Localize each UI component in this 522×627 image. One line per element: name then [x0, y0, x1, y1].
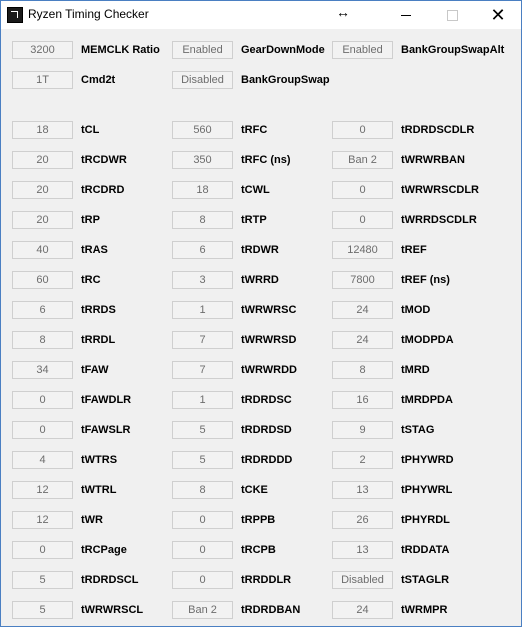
bankgroupswapalt-value-field[interactable]: Enabled — [332, 41, 393, 59]
twrwrscl-label: tWRWRSCL — [81, 604, 144, 616]
tfawslr-value-field[interactable]: 0 — [12, 421, 73, 439]
twrwrsd-value-field[interactable]: 7 — [172, 331, 233, 349]
tmod-value-field[interactable]: 24 — [332, 301, 393, 319]
trppb-value-field[interactable]: 0 — [172, 511, 233, 529]
twrmpr-label: tWRMPR — [401, 604, 448, 616]
maximize-button[interactable] — [429, 1, 475, 29]
trrds-label: tRRDS — [81, 304, 116, 316]
tfaw-value-field[interactable]: 34 — [12, 361, 73, 379]
trfc-label: tRFC — [241, 124, 268, 136]
trdrdscl-value-field[interactable]: 5 — [12, 571, 73, 589]
trcpage-label: tRCPage — [81, 544, 127, 556]
twtrs-value-field[interactable]: 4 — [12, 451, 73, 469]
tfaw-label: tFAW — [81, 364, 109, 376]
trdrdsc-value-field[interactable]: 1 — [172, 391, 233, 409]
tphyrdl-label: tPHYRDL — [401, 514, 450, 526]
tphywrl-value-field[interactable]: 13 — [332, 481, 393, 499]
trcdwr-label: tRCDWR — [81, 154, 127, 166]
twrwrscdlr-value-field[interactable]: 0 — [332, 181, 393, 199]
tcwl-label: tCWL — [241, 184, 270, 196]
trfc-value-field[interactable]: 560 — [172, 121, 233, 139]
trdwr-label: tRDWR — [241, 244, 279, 256]
trcdwr-value-field[interactable]: 20 — [12, 151, 73, 169]
memclk-ratio-label: MEMCLK Ratio — [81, 44, 160, 56]
trcpb-label: tRCPB — [241, 544, 276, 556]
tphywrd-value-field[interactable]: 2 — [332, 451, 393, 469]
trcpb-value-field[interactable]: 0 — [172, 541, 233, 559]
tcke-value-field[interactable]: 8 — [172, 481, 233, 499]
minimize-button[interactable] — [383, 1, 429, 29]
resize-cursor-icon: ↔ — [336, 4, 350, 20]
tphywrl-label: tPHYWRL — [401, 484, 453, 496]
app-icon — [7, 7, 23, 23]
trcpage-value-field[interactable]: 0 — [12, 541, 73, 559]
tmrdpda-value-field[interactable]: 16 — [332, 391, 393, 409]
twrwrsc-label: tWRWRSC — [241, 304, 297, 316]
tstag-label: tSTAG — [401, 424, 435, 436]
tfawdlr-label: tFAWDLR — [81, 394, 132, 406]
trdrdban-value-field[interactable]: Ban 2 — [172, 601, 233, 619]
trrdl-value-field[interactable]: 8 — [12, 331, 73, 349]
trc-label: tRC — [81, 274, 101, 286]
trp-value-field[interactable]: 20 — [12, 211, 73, 229]
tcwl-value-field[interactable]: 18 — [172, 181, 233, 199]
geardownmode-label: GearDownMode — [241, 44, 325, 56]
twr-label: tWR — [81, 514, 103, 526]
trrddlr-value-field[interactable]: 0 — [172, 571, 233, 589]
trdrddd-value-field[interactable]: 5 — [172, 451, 233, 469]
tcl-label: tCL — [81, 124, 100, 136]
twrwrban-label: tWRWRBAN — [401, 154, 465, 166]
tphywrd-label: tPHYWRD — [401, 454, 454, 466]
memclk-ratio-value-field[interactable]: 3200 — [12, 41, 73, 59]
tras-label: tRAS — [81, 244, 108, 256]
tstaglr-label: tSTAGLR — [401, 574, 450, 586]
tmrd-label: tMRD — [401, 364, 430, 376]
tmodpda-value-field[interactable]: 24 — [332, 331, 393, 349]
tras-value-field[interactable]: 40 — [12, 241, 73, 259]
tstag-value-field[interactable]: 9 — [332, 421, 393, 439]
twrwrscdlr-label: tWRWRSCDLR — [401, 184, 480, 196]
trddata-label: tRDDATA — [401, 544, 450, 556]
trddata-value-field[interactable]: 13 — [332, 541, 393, 559]
twrrdscdlr-label: tWRRDSCDLR — [401, 214, 477, 226]
tmrdpda-label: tMRDPDA — [401, 394, 453, 406]
trtp-value-field[interactable]: 8 — [172, 211, 233, 229]
twr-value-field[interactable]: 12 — [12, 511, 73, 529]
trcdrd-value-field[interactable]: 20 — [12, 181, 73, 199]
trdrdsd-value-field[interactable]: 5 — [172, 421, 233, 439]
tref-value-field[interactable]: 12480 — [332, 241, 393, 259]
trrdl-label: tRRDL — [81, 334, 116, 346]
tphyrdl-value-field[interactable]: 26 — [332, 511, 393, 529]
trdrddd-label: tRDRDDD — [241, 454, 293, 466]
trfc-ns-value-field[interactable]: 350 — [172, 151, 233, 169]
cmd2t-label: Cmd2t — [81, 74, 116, 86]
tmodpda-label: tMODPDA — [401, 334, 454, 346]
tref-label: tREF — [401, 244, 427, 256]
twrwrscl-value-field[interactable]: 5 — [12, 601, 73, 619]
maximize-icon — [447, 10, 458, 21]
tmod-label: tMOD — [401, 304, 431, 316]
tcl-value-field[interactable]: 18 — [12, 121, 73, 139]
twrwrdd-value-field[interactable]: 7 — [172, 361, 233, 379]
cmd2t-value-field[interactable]: 1T — [12, 71, 73, 89]
trdrdban-label: tRDRDBAN — [241, 604, 301, 616]
tstaglr-value-field[interactable]: Disabled — [332, 571, 393, 589]
trcdrd-label: tRCDRD — [81, 184, 125, 196]
trdwr-value-field[interactable]: 6 — [172, 241, 233, 259]
trdrdscdlr-value-field[interactable]: 0 — [332, 121, 393, 139]
trdrdscl-label: tRDRDSCL — [81, 574, 139, 586]
tcke-label: tCKE — [241, 484, 268, 496]
trrds-value-field[interactable]: 6 — [12, 301, 73, 319]
twrwrdd-label: tWRWRDD — [241, 364, 298, 376]
twtrl-value-field[interactable]: 12 — [12, 481, 73, 499]
tmrd-value-field[interactable]: 8 — [332, 361, 393, 379]
twrrdscdlr-value-field[interactable]: 0 — [332, 211, 393, 229]
trtp-label: tRTP — [241, 214, 267, 226]
trrddlr-label: tRRDDLR — [241, 574, 292, 586]
close-button[interactable] — [475, 1, 521, 29]
geardownmode-value-field[interactable]: Enabled — [172, 41, 233, 59]
trp-label: tRP — [81, 214, 100, 226]
twrmpr-value-field[interactable]: 24 — [332, 601, 393, 619]
tref-ns-label: tREF (ns) — [401, 274, 450, 286]
twrrd-value-field[interactable]: 3 — [172, 271, 233, 289]
trdrdscdlr-label: tRDRDSCDLR — [401, 124, 475, 136]
tfawslr-label: tFAWSLR — [81, 424, 131, 436]
twtrl-label: tWTRL — [81, 484, 117, 496]
twrwrsc-value-field[interactable]: 1 — [172, 301, 233, 319]
title-bar[interactable] — [1, 1, 521, 29]
twrwrban-value-field[interactable]: Ban 2 — [332, 151, 393, 169]
bankgroupswapalt-label: BankGroupSwapAlt — [401, 44, 505, 56]
bankgroupswap-label: BankGroupSwap — [241, 74, 330, 86]
twrrd-label: tWRRD — [241, 274, 279, 286]
tfawdlr-value-field[interactable]: 0 — [12, 391, 73, 409]
trppb-label: tRPPB — [241, 514, 276, 526]
trc-value-field[interactable]: 60 — [12, 271, 73, 289]
trfc-ns-label: tRFC (ns) — [241, 154, 291, 166]
tref-ns-value-field[interactable]: 7800 — [332, 271, 393, 289]
trdrdsd-label: tRDRDSD — [241, 424, 292, 436]
twtrs-label: tWTRS — [81, 454, 118, 466]
bankgroupswap-value-field[interactable]: Disabled — [172, 71, 233, 89]
twrwrsd-label: tWRWRSD — [241, 334, 297, 346]
trdrdsc-label: tRDRDSC — [241, 394, 292, 406]
close-icon: ✕ — [490, 4, 506, 25]
window-title: Ryzen Timing Checker — [28, 7, 149, 21]
minimize-icon — [401, 15, 411, 16]
